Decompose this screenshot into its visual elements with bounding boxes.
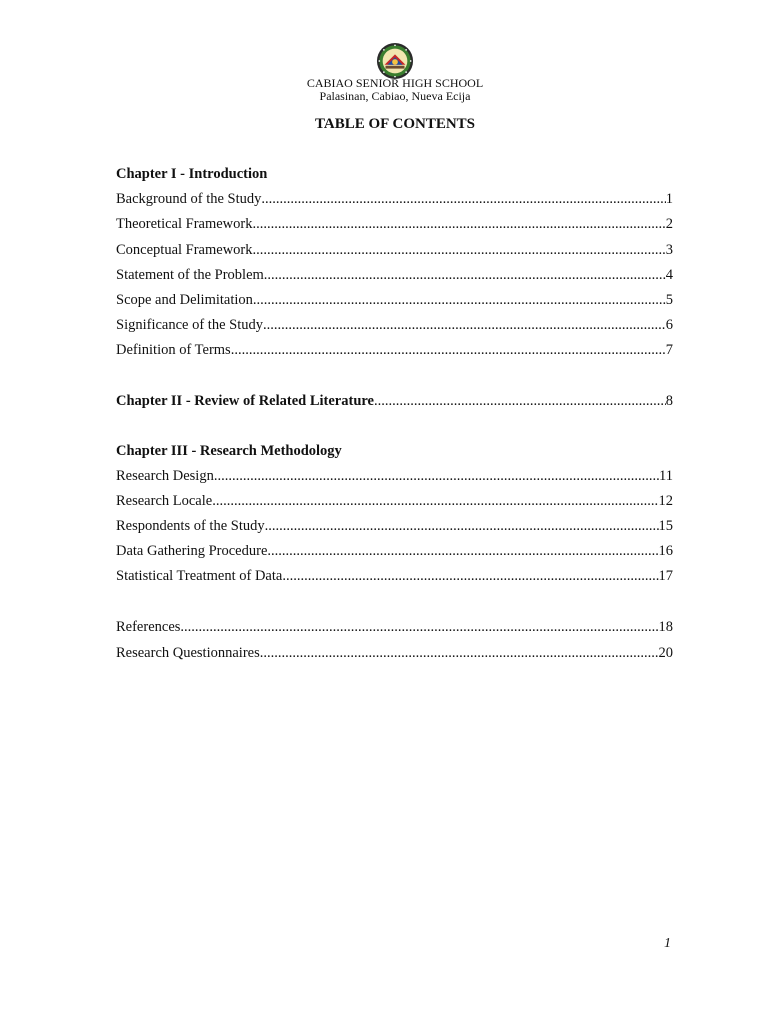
dot-leader <box>265 516 659 536</box>
toc-entry-page: 7 <box>665 342 673 358</box>
toc-entry-label: Statistical Treatment of Data <box>116 568 283 584</box>
toc-entry-label: Research Design <box>116 468 214 484</box>
toc-entry-label: Definition of Terms <box>116 342 231 358</box>
dot-leader <box>214 466 659 486</box>
page-number: 1 <box>664 936 671 951</box>
toc-entry[interactable] <box>116 340 673 360</box>
toc-entry-page: 5 <box>665 292 673 308</box>
toc-entry[interactable] <box>116 189 673 209</box>
toc-entry-label: Research Locale <box>116 493 213 509</box>
toc-entry-page: 6 <box>665 317 673 333</box>
toc-entry-label: Theoretical Framework <box>116 216 253 232</box>
toc-entry-label: Conceptual Framework <box>116 242 253 258</box>
toc-entry[interactable] <box>116 491 673 511</box>
dot-leader <box>212 491 658 511</box>
toc-entry-label: Respondents of the Study <box>116 518 265 534</box>
dot-leader <box>282 566 658 586</box>
chapter-1-heading: Chapter I - Introduction <box>116 166 268 182</box>
toc-entry-chapter-2[interactable] <box>116 391 673 411</box>
toc-entry[interactable] <box>116 516 673 536</box>
dot-leader <box>263 315 666 335</box>
toc-entry-page: 1 <box>665 191 673 207</box>
school-address: Palasinan, Cabiao, Nueva Ecija <box>319 89 471 103</box>
dot-leader <box>252 214 665 234</box>
school-seal-icon <box>376 42 414 80</box>
toc-entry-label: Statement of the Problem <box>116 267 264 283</box>
dot-leader <box>253 290 666 310</box>
toc-entry-page: 15 <box>658 518 673 534</box>
toc-entry-page: 8 <box>665 393 673 409</box>
toc-entry-label: References <box>116 619 181 635</box>
toc-entry-label: Scope and Delimitation <box>116 292 253 308</box>
toc-entry-page: 16 <box>658 543 673 559</box>
toc-entry-page: 4 <box>665 267 673 283</box>
toc-entry-label: Background of the Study <box>116 191 262 207</box>
chapter-3-heading: Chapter III - Research Methodology <box>116 443 342 459</box>
toc-entry-label: Research Questionnaires <box>116 645 260 661</box>
dot-leader <box>261 189 665 209</box>
toc-entry-page: 18 <box>658 619 673 635</box>
toc-entry-page: 3 <box>665 242 673 258</box>
toc-entry-page: 20 <box>658 645 673 661</box>
dot-leader <box>267 541 658 561</box>
toc-entry[interactable] <box>116 265 673 285</box>
page-title: TABLE OF CONTENTS <box>314 116 476 132</box>
toc-entry[interactable] <box>116 541 673 561</box>
dot-leader <box>264 265 666 285</box>
toc-entry-page: 17 <box>658 568 673 584</box>
toc-entry[interactable] <box>116 290 673 310</box>
toc-entry[interactable] <box>116 240 673 260</box>
toc-entry[interactable] <box>116 466 673 486</box>
toc-entry-label: Significance of the Study <box>116 317 263 333</box>
toc-entry[interactable] <box>116 315 673 335</box>
school-name: CABIAO SENIOR HIGH SCHOOL <box>306 76 484 90</box>
chapter-2-heading: Chapter II - Review of Related Literature <box>116 393 374 409</box>
toc-entry-label: Data Gathering Procedure <box>116 543 268 559</box>
toc-entry-questionnaires[interactable] <box>116 643 673 663</box>
toc-entry[interactable] <box>116 214 673 234</box>
dot-leader <box>253 240 666 260</box>
toc-entry-page: 12 <box>658 493 673 509</box>
dot-leader <box>260 643 659 663</box>
dot-leader <box>231 340 666 360</box>
toc-entry-page: 2 <box>665 216 673 232</box>
toc-entry-references[interactable] <box>116 617 673 637</box>
dot-leader <box>374 391 666 411</box>
toc-entry-page: 11 <box>659 468 673 484</box>
toc-entry[interactable] <box>116 566 673 586</box>
dot-leader <box>180 617 658 637</box>
